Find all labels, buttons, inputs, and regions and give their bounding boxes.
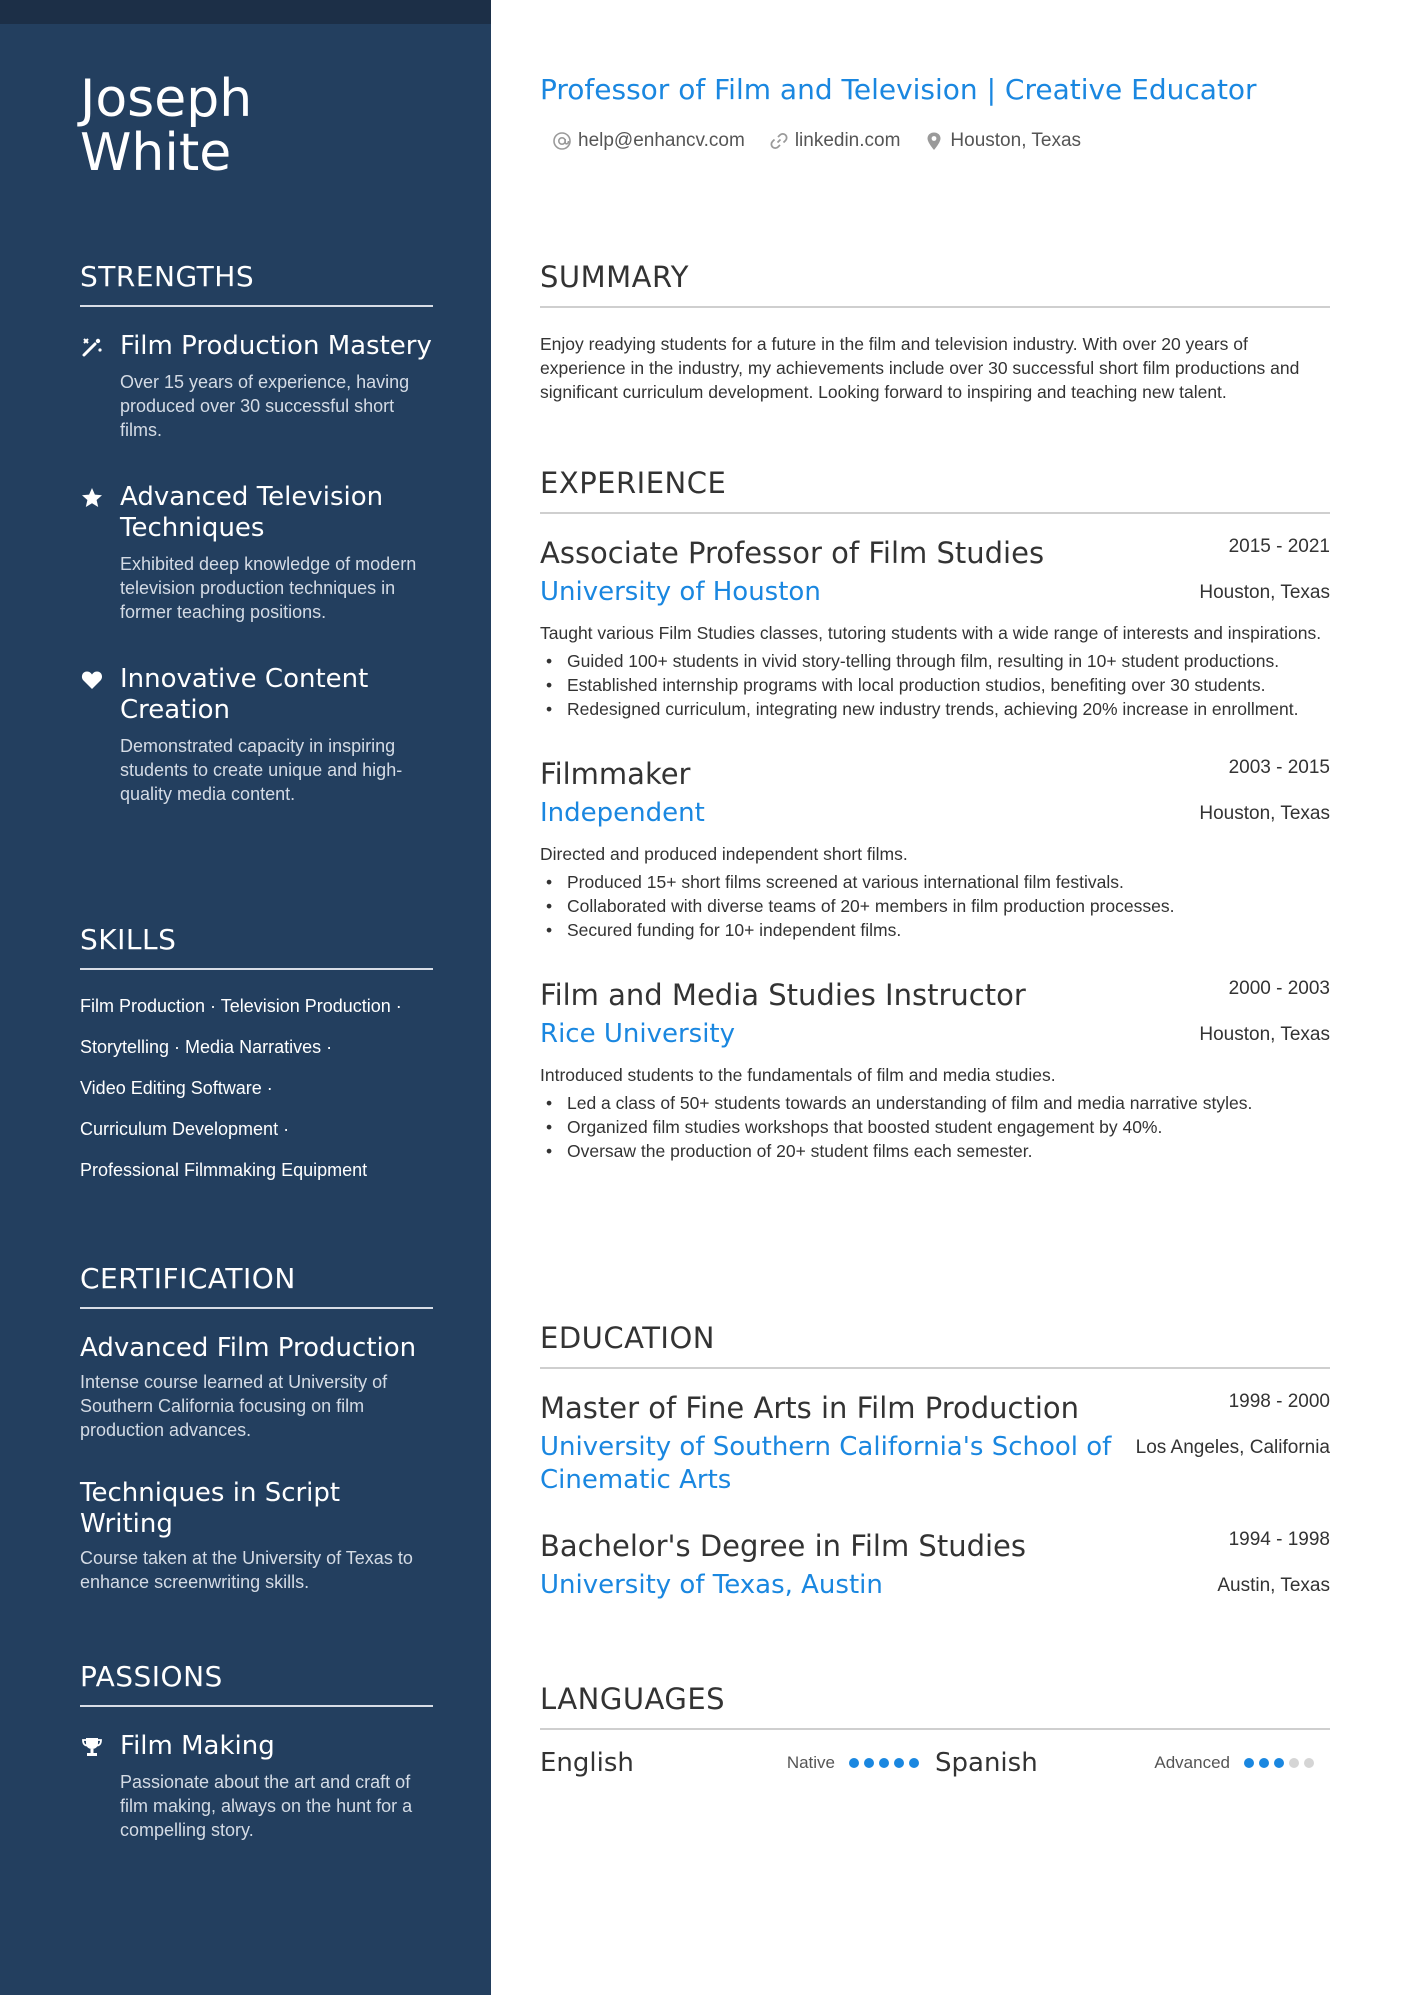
summary-section	[540, 260, 1330, 404]
experience-item	[540, 757, 1330, 942]
job-bullet: • Collaborated with diverse teams of 20+ members in film production processes.	[540, 894, 1330, 918]
strength-desc: Over 15 years of experience, having produced over 30 successful short films.	[120, 372, 410, 440]
job-bullet: • Oversaw the production of 20+ student films each semester.	[540, 1139, 1330, 1163]
education-section	[540, 1321, 1330, 1602]
education-location: Austin, Texas	[1217, 1575, 1330, 1596]
contact-linkedin-text: linkedin.com	[794, 130, 901, 151]
certification-item-desc: Intense course learned at University of Southern California focusing on film production advances.	[80, 1372, 388, 1440]
language-rating	[849, 1758, 924, 1768]
education-title: EDUCATION	[540, 1321, 1330, 1369]
job-bullets	[540, 649, 1330, 721]
job-title: Associate Professor of Film Studies	[540, 536, 1045, 570]
job-description: Directed and produced independent short films.	[540, 844, 908, 864]
summary-text: Enjoy readying students for a future in the film and television industry. With over 20 years of experience in the industry, my achievements include over 30 successful short film productions and significant curriculum development. Looking forward to inspiring and teaching new talent.	[540, 334, 1300, 402]
job-bullet: • Established internship programs with local production studios, benefiting over 30 students.	[540, 673, 1330, 697]
strength-item	[80, 664, 433, 806]
star-icon	[80, 486, 104, 510]
language-name: Spanish	[935, 1748, 1038, 1778]
job-date: 2000 - 2003	[1228, 978, 1330, 999]
job-date: 2003 - 2015	[1228, 757, 1330, 778]
job-title: Filmmaker	[540, 757, 691, 791]
language-level: Advanced	[1154, 1753, 1230, 1772]
education-date: 1994 - 1998	[1228, 1529, 1330, 1550]
rating-dot-filled	[879, 1758, 889, 1768]
passions-section	[80, 1660, 433, 1882]
certification-item-title: Techniques in Script Writing	[80, 1478, 341, 1539]
language-rating	[1244, 1758, 1319, 1768]
contact-email-text: help@enhancv.com	[578, 130, 745, 151]
job-bullet: • Redesigned curriculum, integrating new industry trends, achieving 20% increase in enrollment.	[540, 697, 1330, 721]
contact-location-text: Houston, Texas	[950, 130, 1082, 151]
contact-location	[924, 130, 1081, 152]
certification-item-title: Advanced Film Production	[80, 1333, 417, 1363]
languages-section	[540, 1682, 1330, 1778]
job-bullet: • Produced 15+ short films screened at various international film festivals.	[540, 870, 1330, 894]
skills-section	[80, 923, 433, 1199]
link-icon	[769, 131, 789, 151]
passions-title: PASSIONS	[80, 1660, 433, 1707]
heart-icon	[80, 668, 104, 692]
degree-title: Bachelor's Degree in Film Studies	[540, 1529, 1027, 1563]
degree-title: Master of Fine Arts in Film Production	[540, 1391, 1080, 1425]
education-item	[540, 1391, 1330, 1497]
job-location: Houston, Texas	[1199, 803, 1330, 824]
education-date: 1998 - 2000	[1228, 1391, 1330, 1412]
language-level: Native	[786, 1753, 835, 1772]
language-item	[540, 1748, 935, 1778]
experience-section	[540, 466, 1330, 1163]
strength-title: Film Production Mastery	[120, 331, 432, 361]
skills-title: SKILLS	[80, 923, 433, 970]
rating-dot-filled	[1244, 1758, 1254, 1768]
job-description: Introduced students to the fundamentals of film and media studies.	[540, 1065, 1056, 1085]
school-name: University of Southern California's School of Cinematic Arts	[540, 1432, 1112, 1495]
summary-title: SUMMARY	[540, 260, 1330, 308]
job-title: Film and Media Studies Instructor	[540, 978, 1026, 1012]
language-name: English	[540, 1748, 634, 1778]
strength-title: Advanced Television Techniques	[120, 482, 384, 543]
rating-dot-filled	[864, 1758, 874, 1768]
skill-line: Curriculum Development ·	[80, 1119, 290, 1139]
skill-line: Storytelling · Media Narratives ·	[80, 1037, 333, 1057]
experience-item	[540, 536, 1330, 721]
skill-line: Professional Filmmaking Equipment	[80, 1160, 368, 1180]
contact-bar	[552, 130, 1105, 152]
job-company: Rice University	[540, 1019, 735, 1049]
name-first: Joseph	[80, 69, 253, 129]
education-location: Los Angeles, California	[1135, 1437, 1330, 1458]
job-location: Houston, Texas	[1199, 582, 1330, 603]
languages-list	[540, 1748, 1330, 1778]
name-last: White	[80, 123, 232, 183]
sidebar	[0, 0, 491, 1995]
job-description: Taught various Film Studies classes, tutoring students with a wide range of interests and inspirations.	[540, 623, 1322, 643]
certification-item-desc: Course taken at the University of Texas to enhance screenwriting skills.	[80, 1548, 413, 1592]
strength-desc: Exhibited deep knowledge of modern television production techniques in former teaching positions.	[120, 554, 417, 622]
certification-section	[80, 1262, 433, 1630]
strengths-section	[80, 260, 433, 846]
experience-title: EXPERIENCE	[540, 466, 1330, 514]
certification-title: CERTIFICATION	[80, 1262, 433, 1309]
languages-title: LANGUAGES	[540, 1682, 1330, 1730]
contact-linkedin[interactable]	[769, 130, 901, 152]
passion-desc: Passionate about the art and craft of film making, always on the hunt for a compelling story.	[120, 1772, 413, 1840]
job-company: Independent	[540, 798, 705, 828]
education-item	[540, 1529, 1330, 1602]
strength-item	[80, 331, 433, 442]
job-bullet: • Organized film studies workshops that boosted student engagement by 40%.	[540, 1115, 1330, 1139]
passion-title: Film Making	[120, 1731, 275, 1761]
person-name	[80, 69, 460, 183]
job-date: 2015 - 2021	[1228, 536, 1330, 557]
certification-item	[80, 1333, 433, 1442]
skill-line: Video Editing Software ·	[80, 1078, 273, 1098]
rating-dot-filled	[909, 1758, 919, 1768]
at-icon	[552, 131, 572, 151]
job-bullets	[540, 1091, 1330, 1163]
job-bullet: • Led a class of 50+ students towards an understanding of film and media narrative styles.	[540, 1091, 1330, 1115]
rating-dot-empty	[1289, 1758, 1299, 1768]
rating-dot-filled	[849, 1758, 859, 1768]
headline: Professor of Film and Television | Creative Educator	[540, 73, 1257, 106]
job-bullet: • Secured funding for 10+ independent films.	[540, 918, 1330, 942]
job-bullets	[540, 870, 1330, 942]
job-company: University of Houston	[540, 577, 821, 607]
rating-dot-filled	[894, 1758, 904, 1768]
rating-dot-filled	[1259, 1758, 1269, 1768]
job-location: Houston, Texas	[1199, 1024, 1330, 1045]
strengths-title: STRENGTHS	[80, 260, 433, 307]
sidebar-top-band	[0, 0, 491, 24]
rating-dot-empty	[1304, 1758, 1314, 1768]
job-bullet: • Guided 100+ students in vivid story-telling through film, resulting in 10+ student productions.	[540, 649, 1330, 673]
skill-line: Film Production · Television Production ·	[80, 996, 402, 1016]
magic-wand-icon	[80, 335, 104, 359]
strength-desc: Demonstrated capacity in inspiring students to create unique and high-quality media content.	[120, 736, 403, 804]
certification-item	[80, 1478, 433, 1594]
passion-item	[80, 1731, 433, 1842]
school-name: University of Texas, Austin	[540, 1570, 883, 1600]
language-item	[935, 1748, 1330, 1778]
location-pin-icon	[924, 131, 944, 151]
experience-item	[540, 978, 1330, 1163]
trophy-icon	[80, 1735, 104, 1759]
contact-email[interactable]	[552, 130, 745, 152]
strength-title: Innovative Content Creation	[120, 664, 369, 725]
strength-item	[80, 482, 433, 624]
skills-list	[80, 994, 433, 1182]
rating-dot-filled	[1274, 1758, 1284, 1768]
